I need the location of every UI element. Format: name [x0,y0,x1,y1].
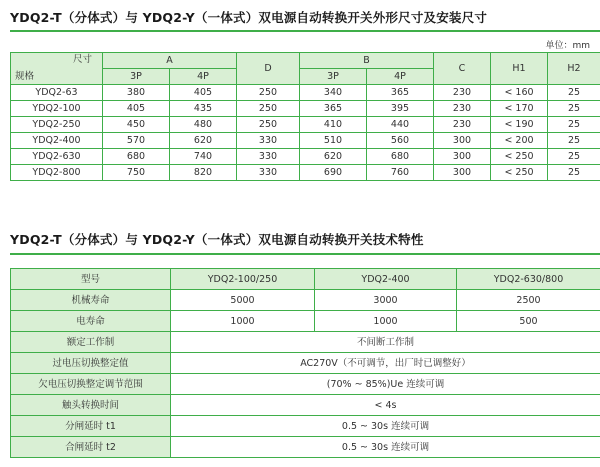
spec-table-body [11,290,600,458]
spec-row [11,437,600,458]
spec-row [11,374,600,395]
spec-header-col1: YDQ2-100/250 [171,269,315,290]
dimension-cell: < 170 [491,101,548,117]
spec-label-cell: 机械寿命 [11,290,171,311]
dimension-cell: 25 [548,101,600,117]
spec-label-cell: 欠电压切换整定调节范围 [11,374,171,395]
spec-row [11,416,600,437]
dimension-cell: 750 [103,165,170,181]
dimension-row [11,101,600,117]
dimension-row [11,85,600,101]
dimension-cell: 25 [548,165,600,181]
spec-value-cell: 2500 [457,290,600,311]
dimension-cell: 25 [548,117,600,133]
dimension-header-row [11,53,600,69]
spec-label-cell: 过电压切换整定值 [11,353,171,374]
spec-table [10,268,600,458]
dimension-cell: 330 [237,133,300,149]
col-header-B-3P: 3P [300,69,367,85]
dimension-cell: 620 [170,133,237,149]
section1-title: YDQ2-T（分体式）与 YDQ2-Y（一体式）双电源自动转换开关外形尺寸及安装尺寸 [10,10,488,25]
spec-value-cell: (70% ~ 85%)Ue 连续可调 [171,374,600,395]
model-cell: YDQ2-63 [11,85,103,101]
col-header-C: C [434,53,491,85]
dimension-cell: 25 [548,149,600,165]
dimension-cell: 560 [367,133,434,149]
col-header-H2: H2 [548,53,600,85]
model-cell: YDQ2-250 [11,117,103,133]
dimension-cell: < 250 [491,149,548,165]
dimension-cell: 25 [548,133,600,149]
spec-value-cell: AC270V（不可调节，出厂时已调整好） [171,353,600,374]
section2-divider [10,253,600,255]
col-header-B-4P: 4P [367,69,434,85]
col-header-H1: H1 [491,53,548,85]
spec-row [11,395,600,416]
dimension-cell: 230 [434,117,491,133]
spec-label-cell: 电寿命 [11,311,171,332]
dimension-cell: 300 [434,149,491,165]
dimension-row [11,149,600,165]
dimension-cell: < 200 [491,133,548,149]
col-header-A-3P: 3P [103,69,170,85]
dimension-cell: 230 [434,101,491,117]
spec-label-cell: 触头转换时间 [11,395,171,416]
dimension-cell: 510 [300,133,367,149]
spec-value-cell: 1000 [315,311,457,332]
spec-value-cell: 0.5 ~ 30s 连续可调 [171,437,600,458]
spec-row [11,290,600,311]
spec-header-row [11,269,600,290]
dimension-cell: < 250 [491,165,548,181]
dimension-table [10,52,600,181]
dimension-row [11,165,600,181]
model-cell: YDQ2-800 [11,165,103,181]
spec-label: 规格 [15,71,35,82]
dimension-cell: 395 [367,101,434,117]
dimension-cell: 405 [103,101,170,117]
spec-label-cell: 合闸延时 t2 [11,437,171,458]
dimension-cell: 740 [170,149,237,165]
col-header-A-4P: 4P [170,69,237,85]
spec-header-col2: YDQ2-400 [315,269,457,290]
model-cell: YDQ2-630 [11,149,103,165]
spec-value-cell: 3000 [315,290,457,311]
section1-divider [10,30,600,32]
dimension-cell: 410 [300,117,367,133]
spec-label-cell: 额定工作制 [11,332,171,353]
dimension-cell: 250 [237,117,300,133]
model-cell: YDQ2-400 [11,133,103,149]
dimension-cell: 440 [367,117,434,133]
section2-title: YDQ2-T（分体式）与 YDQ2-Y（一体式）双电源自动转换开关技术特性 [10,232,424,247]
dimension-cell: 820 [170,165,237,181]
spec-value-cell: 不间断工作制 [171,332,600,353]
size-label: 尺寸 [72,54,92,65]
dimension-cell: < 190 [491,117,548,133]
spec-header-model: 型号 [11,269,171,290]
spec-value-cell: 5000 [171,290,315,311]
dimension-cell: 480 [170,117,237,133]
dimension-cell: 300 [434,165,491,181]
unit-label: 单位：mm [545,41,590,51]
dimension-row [11,133,600,149]
spec-value-cell: 1000 [171,311,315,332]
spec-row [11,311,600,332]
dimension-cell: < 160 [491,85,548,101]
dimension-table-body [11,85,600,181]
spec-value-cell: 0.5 ~ 30s 连续可调 [171,416,600,437]
dimension-cell: 570 [103,133,170,149]
col-header-A: A [103,53,237,69]
dimension-cell: 25 [548,85,600,101]
spec-header-col3: YDQ2-630/800 [457,269,600,290]
dimension-cell: 330 [237,149,300,165]
dimension-row [11,117,600,133]
spec-row [11,332,600,353]
dimension-cell: 620 [300,149,367,165]
dimension-cell: 250 [237,85,300,101]
spec-row [11,353,600,374]
dimension-cell: 230 [434,85,491,101]
dimension-cell: 690 [300,165,367,181]
model-cell: YDQ2-100 [11,101,103,117]
spec-value-cell: 500 [457,311,600,332]
dimension-cell: 380 [103,85,170,101]
dimension-cell: 330 [237,165,300,181]
dimension-cell: 680 [367,149,434,165]
dimension-cell: 450 [103,117,170,133]
col-header-D: D [237,53,300,85]
dimension-cell: 680 [103,149,170,165]
dimension-cell: 340 [300,85,367,101]
diagonal-header-cell [11,53,103,85]
spec-label-cell: 分闸延时 t1 [11,416,171,437]
dimension-cell: 760 [367,165,434,181]
dimension-cell: 435 [170,101,237,117]
dimension-cell: 405 [170,85,237,101]
dimension-cell: 300 [434,133,491,149]
dimension-cell: 365 [300,101,367,117]
dimension-cell: 250 [237,101,300,117]
dimension-cell: 365 [367,85,434,101]
spec-value-cell: < 4s [171,395,600,416]
col-header-B: B [300,53,434,69]
